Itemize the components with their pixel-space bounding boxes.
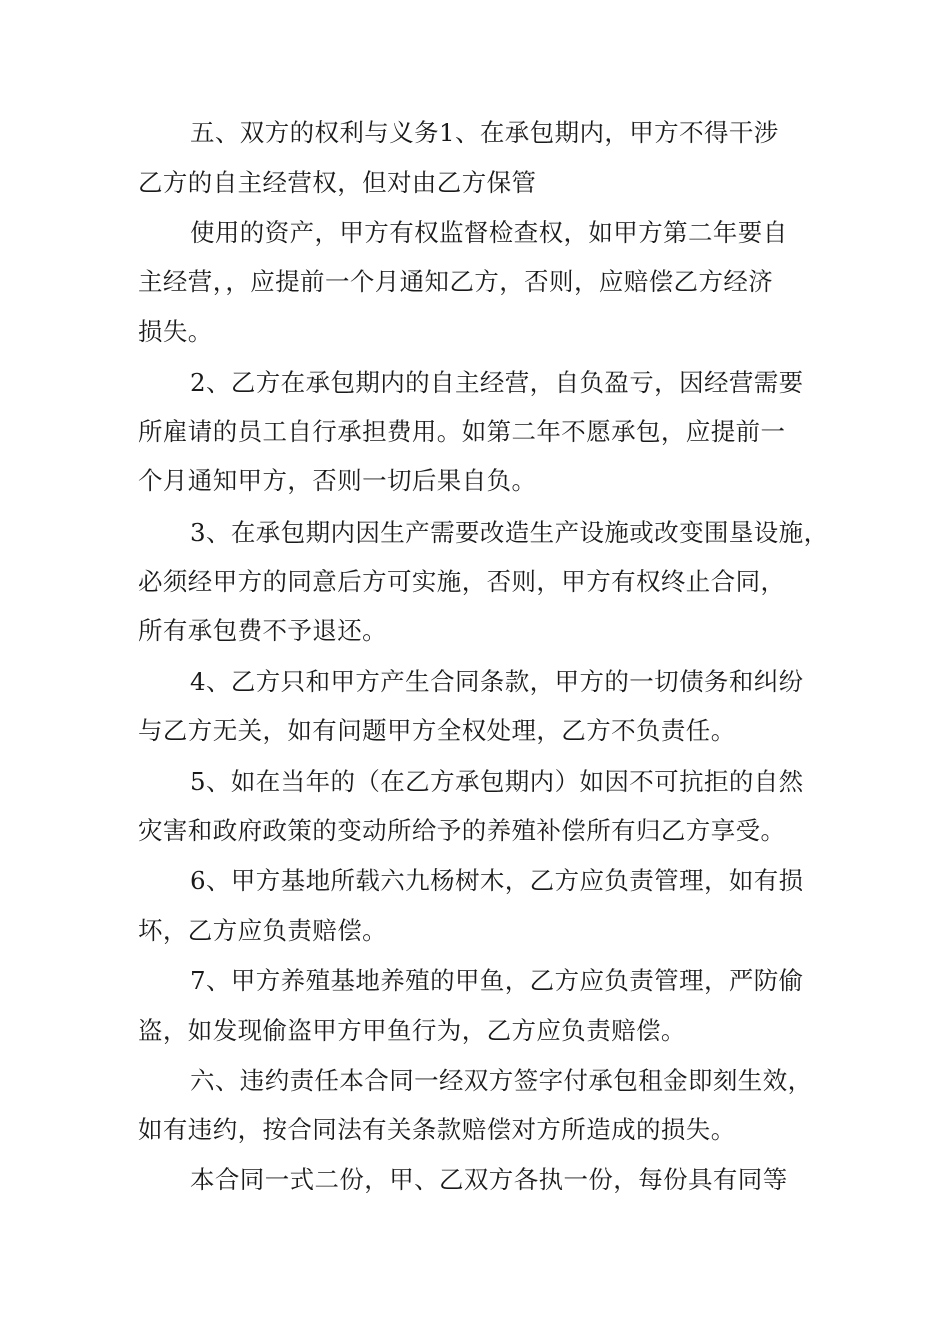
text-line: 4、乙方只和甲方产生合同条款，甲方的一切债务和纠纷 bbox=[190, 667, 804, 696]
text-line: 坏，乙方应负责赔偿。 bbox=[138, 916, 387, 945]
text-line: 所雇请的员工自行承担费用。如第二年不愿承包，应提前一 bbox=[138, 417, 786, 446]
text-line: 3、在承包期内因生产需要改造生产设施或改变围垦设施， bbox=[190, 518, 829, 547]
text-line: 六、违约责任本合同一经双方签字付承包租金即刻生效， bbox=[190, 1066, 813, 1095]
text-line: 主经营，，应提前一个月通知乙方，否则，应赔偿乙方经济 bbox=[138, 267, 774, 296]
text-line: 与乙方无关，如有问题甲方全权处理，乙方不负责任。 bbox=[138, 716, 736, 745]
text-line: 所有承包费不予退还。 bbox=[138, 616, 387, 645]
text-line: 灾害和政府政策的变动所给予的养殖补偿所有归乙方享受。 bbox=[138, 816, 786, 845]
text-line: 盗，如发现偷盗甲方甲鱼行为，乙方应负责赔偿。 bbox=[138, 1016, 686, 1045]
text-line: 本合同一式二份，甲、乙双方各执一份，每份具有同等 bbox=[190, 1165, 788, 1194]
text-line: 乙方的自主经营权，但对由乙方保管 bbox=[138, 168, 537, 197]
text-line: 5、如在当年的（在乙方承包期内）如因不可抗拒的自然 bbox=[190, 767, 804, 796]
text-line: 损失。 bbox=[138, 317, 213, 346]
text-line: 个月通知甲方，否则一切后果自负。 bbox=[138, 466, 537, 495]
text-line: 必须经甲方的同意后方可实施，否则，甲方有权终止合同， bbox=[138, 567, 786, 596]
text-line: 6、甲方基地所载六九杨树木，乙方应负责管理，如有损 bbox=[190, 866, 804, 895]
text-line: 如有违约，按合同法有关条款赔偿对方所造成的损失。 bbox=[138, 1115, 736, 1144]
text-line: 2、乙方在承包期内的自主经营，自负盈亏，因经营需要 bbox=[190, 368, 804, 397]
text-line: 7、甲方养殖基地养殖的甲鱼，乙方应负责管理，严防偷 bbox=[190, 966, 804, 995]
text-line: 使用的资产，甲方有权监督检查权，如甲方第二年要自 bbox=[190, 218, 788, 247]
text-line: 五、双方的权利与义务1、在承包期内，甲方不得干涉 bbox=[190, 118, 779, 147]
